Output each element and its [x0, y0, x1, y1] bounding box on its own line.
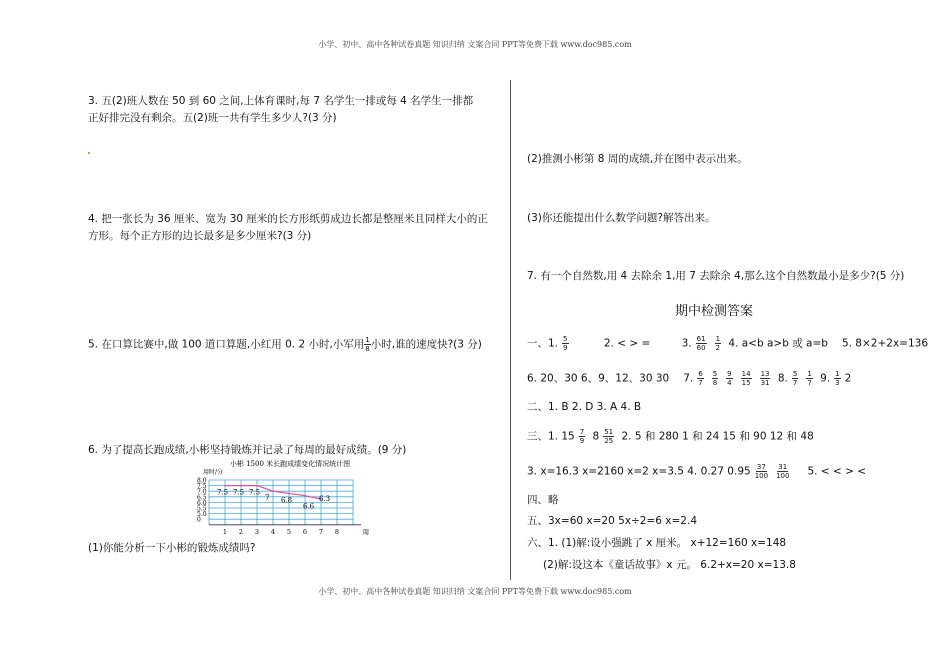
- x-tick-label: 5: [286, 527, 292, 536]
- data-label: 7.5: [249, 488, 261, 497]
- answer-line-3: 二、1. B 2. D 3. A 4. B: [527, 401, 642, 413]
- question-6: 6. 为了提高长跑成绩,小彬坚持锻炼并记录了每周的最好成绩。(9 分): [88, 444, 407, 456]
- answer-line-2: 6. 20、30 6、9、12、30 30 7. $\frac{6}{7}$ $\frac{5}{8}$ $\frac{9}{4}$ $\frac{14}{15}$ $\frac{13}{31}$ 8. $\frac{5}{7}$ $\frac{1}{7}$ 9. $\frac{1}{3}$ 2: [527, 370, 852, 387]
- question-3-line1: 3. 五(2)班人数在 50 到 60 之间,上体育课时,每 7 名学生一排或每 4 名学生一排都: [88, 95, 474, 107]
- question-6-part3: (3)你还能提出什么数学问题?解答出来。: [527, 212, 716, 224]
- fraction: $\frac{14}{15}$: [741, 370, 751, 387]
- x-tick-label: 8: [334, 527, 340, 536]
- page-footer: 小学、初中、高中各种试卷真题 知识归纳 文案合同 PPT等免费下载 www.doc985.com: [318, 587, 632, 596]
- line-chart: [195, 458, 385, 538]
- x-tick-label: 1: [222, 527, 228, 536]
- data-label: 7.5: [217, 488, 229, 497]
- y-tick-label: 7.5: [197, 483, 207, 491]
- question-4-line1: 4. 把一张长为 36 厘米、宽为 30 厘米的长方形纸剪成边长都是整厘米且同样大小的正: [88, 213, 488, 225]
- q5-text-a: 5. 在口算比赛中,做 100 道口算题,小红用 0. 2 小时,小军用: [88, 338, 365, 351]
- data-label: 6.6: [303, 502, 315, 511]
- x-tick-label: 4: [270, 527, 276, 536]
- x-axis-label: 周: [362, 527, 370, 536]
- fraction: $\frac{5}{7}$: [792, 370, 798, 387]
- data-point: [272, 490, 274, 492]
- answer-line-8: 六、1. (1)解:设小强跳了 x 厘米。 x+12=160 x=148: [527, 537, 787, 549]
- y-tick-label: 8.0: [197, 477, 207, 485]
- data-label: 6.3: [319, 495, 331, 504]
- answer-line-1: 一、1. $\frac{5}{9}$ 2. < > = 3. $\frac{61}{60}$ $\frac{1}{2}$ 4. a<b a>b 或 a=b 5. 8×2+2x=136: [527, 335, 928, 352]
- y-tick-label: 7.0: [197, 488, 207, 496]
- data-point: [224, 485, 226, 487]
- data-label: 7: [265, 494, 270, 503]
- x-tick-label: 7: [318, 527, 324, 536]
- y-tick-label: 6.5: [197, 494, 207, 502]
- x-tick-label: 3: [254, 527, 260, 536]
- question-3-line2: 正好排完没有剩余。五(2)班一共有学生多少人?(3 分): [88, 112, 337, 124]
- question-4-line2: 方形。每个正方形的边长最多是多少厘米?(3 分): [88, 230, 312, 242]
- fraction: $\frac{5}{8}$: [712, 370, 718, 387]
- data-point: [288, 493, 290, 495]
- answer-line-6: 四、略: [527, 494, 559, 506]
- fraction: $\frac{13}{31}$: [760, 370, 770, 387]
- answer-line-9: (2)解:设这本《童话故事》x 元。 6.2+x=20 x=13.8: [543, 559, 796, 571]
- answer-line-7: 五、3x=60 x=20 5x÷2=6 x=2.4: [527, 515, 697, 527]
- fraction: $\frac{1}{8}$: [365, 336, 370, 353]
- q5-text-b: 小时,谁的速度快?(3 分): [370, 338, 482, 351]
- data-point: [256, 485, 258, 487]
- data-point: [304, 495, 306, 497]
- y-axis-label: 用时/分: [203, 469, 224, 476]
- answer-line-4: 三、1. 15 $\frac{7}{9}$ 8 $\frac{51}{25}$ 2. 5 和 280 1 和 24 15 和 90 12 和 48: [527, 428, 814, 445]
- question-7: 7. 有一个自然数,用 4 去除余 1,用 7 去除余 4,那么这个自然数最小是多少?(5 分): [527, 270, 905, 282]
- page-header: 小学、初中、高中各种试卷真题 知识归纳 文案合同 PPT等免费下载 www.doc985.com: [318, 40, 632, 49]
- data-point: [240, 485, 242, 487]
- mark-dot: [88, 152, 90, 154]
- question-6-part2: (2)推测小彬第 8 周的成绩,并在图中表示出来。: [527, 153, 748, 165]
- question-6-part1: (1)你能分析一下小彬的锻炼成绩吗?: [88, 542, 256, 554]
- data-label: 7.5: [233, 488, 245, 497]
- y-tick-label: 0: [197, 516, 201, 524]
- y-tick-label: 5.0: [197, 511, 207, 519]
- chart-title: 小彬 1500 米长跑成绩变化情况统计图: [229, 460, 351, 468]
- answer-line-5: 3. x=16.3 x=2160 x=2 x=3.5 4. 0.27 0.95 $\frac{37}{100}$ $\frac{31}{100}$ 5. < < > <: [527, 463, 866, 480]
- x-tick-label: 6: [302, 527, 308, 536]
- column-divider: [510, 80, 511, 580]
- question-5: [88, 336, 482, 353]
- data-label: 6.8: [281, 496, 293, 505]
- answer-title: 期中检测答案: [675, 304, 754, 319]
- y-tick-label: 5.5: [197, 505, 207, 513]
- y-tick-label: 6.0: [197, 499, 207, 507]
- fraction: $\frac{6}{7}$: [698, 370, 703, 387]
- x-tick-label: 2: [238, 527, 244, 536]
- fraction: $\frac{1}{7}$: [807, 370, 812, 387]
- fraction: $\frac{9}{4}$: [727, 370, 732, 387]
